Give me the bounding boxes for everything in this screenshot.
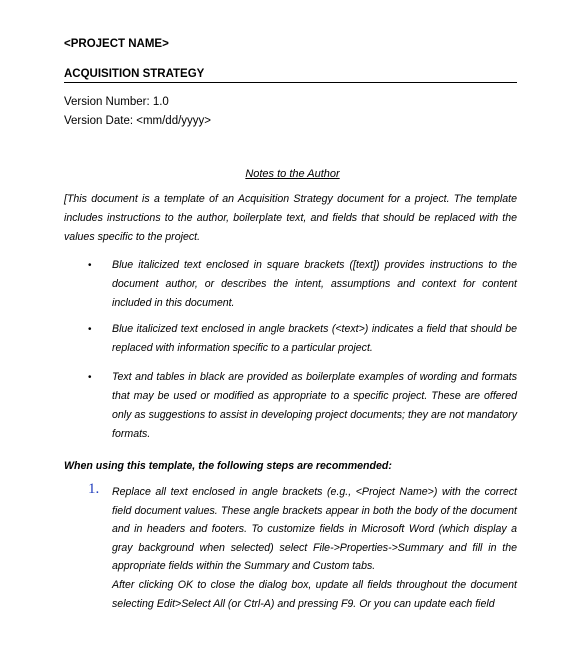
bullet-item: Blue italicized text enclosed in angle brackets (<text>) indicates a field that should be replaced with information specific to a particular project. <box>112 323 517 354</box>
bullet-item: Text and tables in black are provided as boilerplate examples of wording and formats that may be used or modified as appropriate to a specific project. These are offered only as suggestions to assist in developing project documents; they are not mandatory formats. <box>112 371 517 440</box>
notes-heading: Notes to the Author <box>245 168 340 180</box>
bullet-item: Blue italicized text enclosed in square brackets ([text]) provides instructions to the document author, or describes the intent, assumptions and context for content included in this document. <box>112 259 517 309</box>
notes-intro: [This document is a template of an Acquisition Strategy document for a project. The template includes instructions to the author, boilerplate text, and fields that should be replaced with the values specific to the project. <box>64 193 517 243</box>
bullet-icon: • <box>88 324 92 335</box>
bullet-icon: • <box>88 260 92 271</box>
bullet-icon: • <box>88 372 92 383</box>
title-divider <box>64 82 517 83</box>
version-date: Version Date: <mm/dd/yyyy> <box>64 115 212 127</box>
document-title: ACQUISITION STRATEGY <box>64 68 205 80</box>
step-paragraph: After clicking OK to close the dialog box, update all fields throughout the document selecting Edit>Select All (or Ctrl-A) and pressing F9. Or you can update each field <box>112 579 517 610</box>
step-number: 1. <box>88 481 100 497</box>
version-number: Version Number: 1.0 <box>64 96 169 108</box>
step-paragraph: Replace all text enclosed in angle brackets (e.g., <Project Name>) with the correct field document values. These angle brackets appear in both the body of the document and in headers and footers. To customize fields in Microsoft Word (which display a gray background when selected) select File->Properties->Summary and fill in the appropriate fields within the Summary and Custom tabs. <box>112 486 517 572</box>
steps-heading: When using this template, the following steps are recommended: <box>64 460 392 472</box>
project-name: <PROJECT NAME> <box>64 38 169 50</box>
